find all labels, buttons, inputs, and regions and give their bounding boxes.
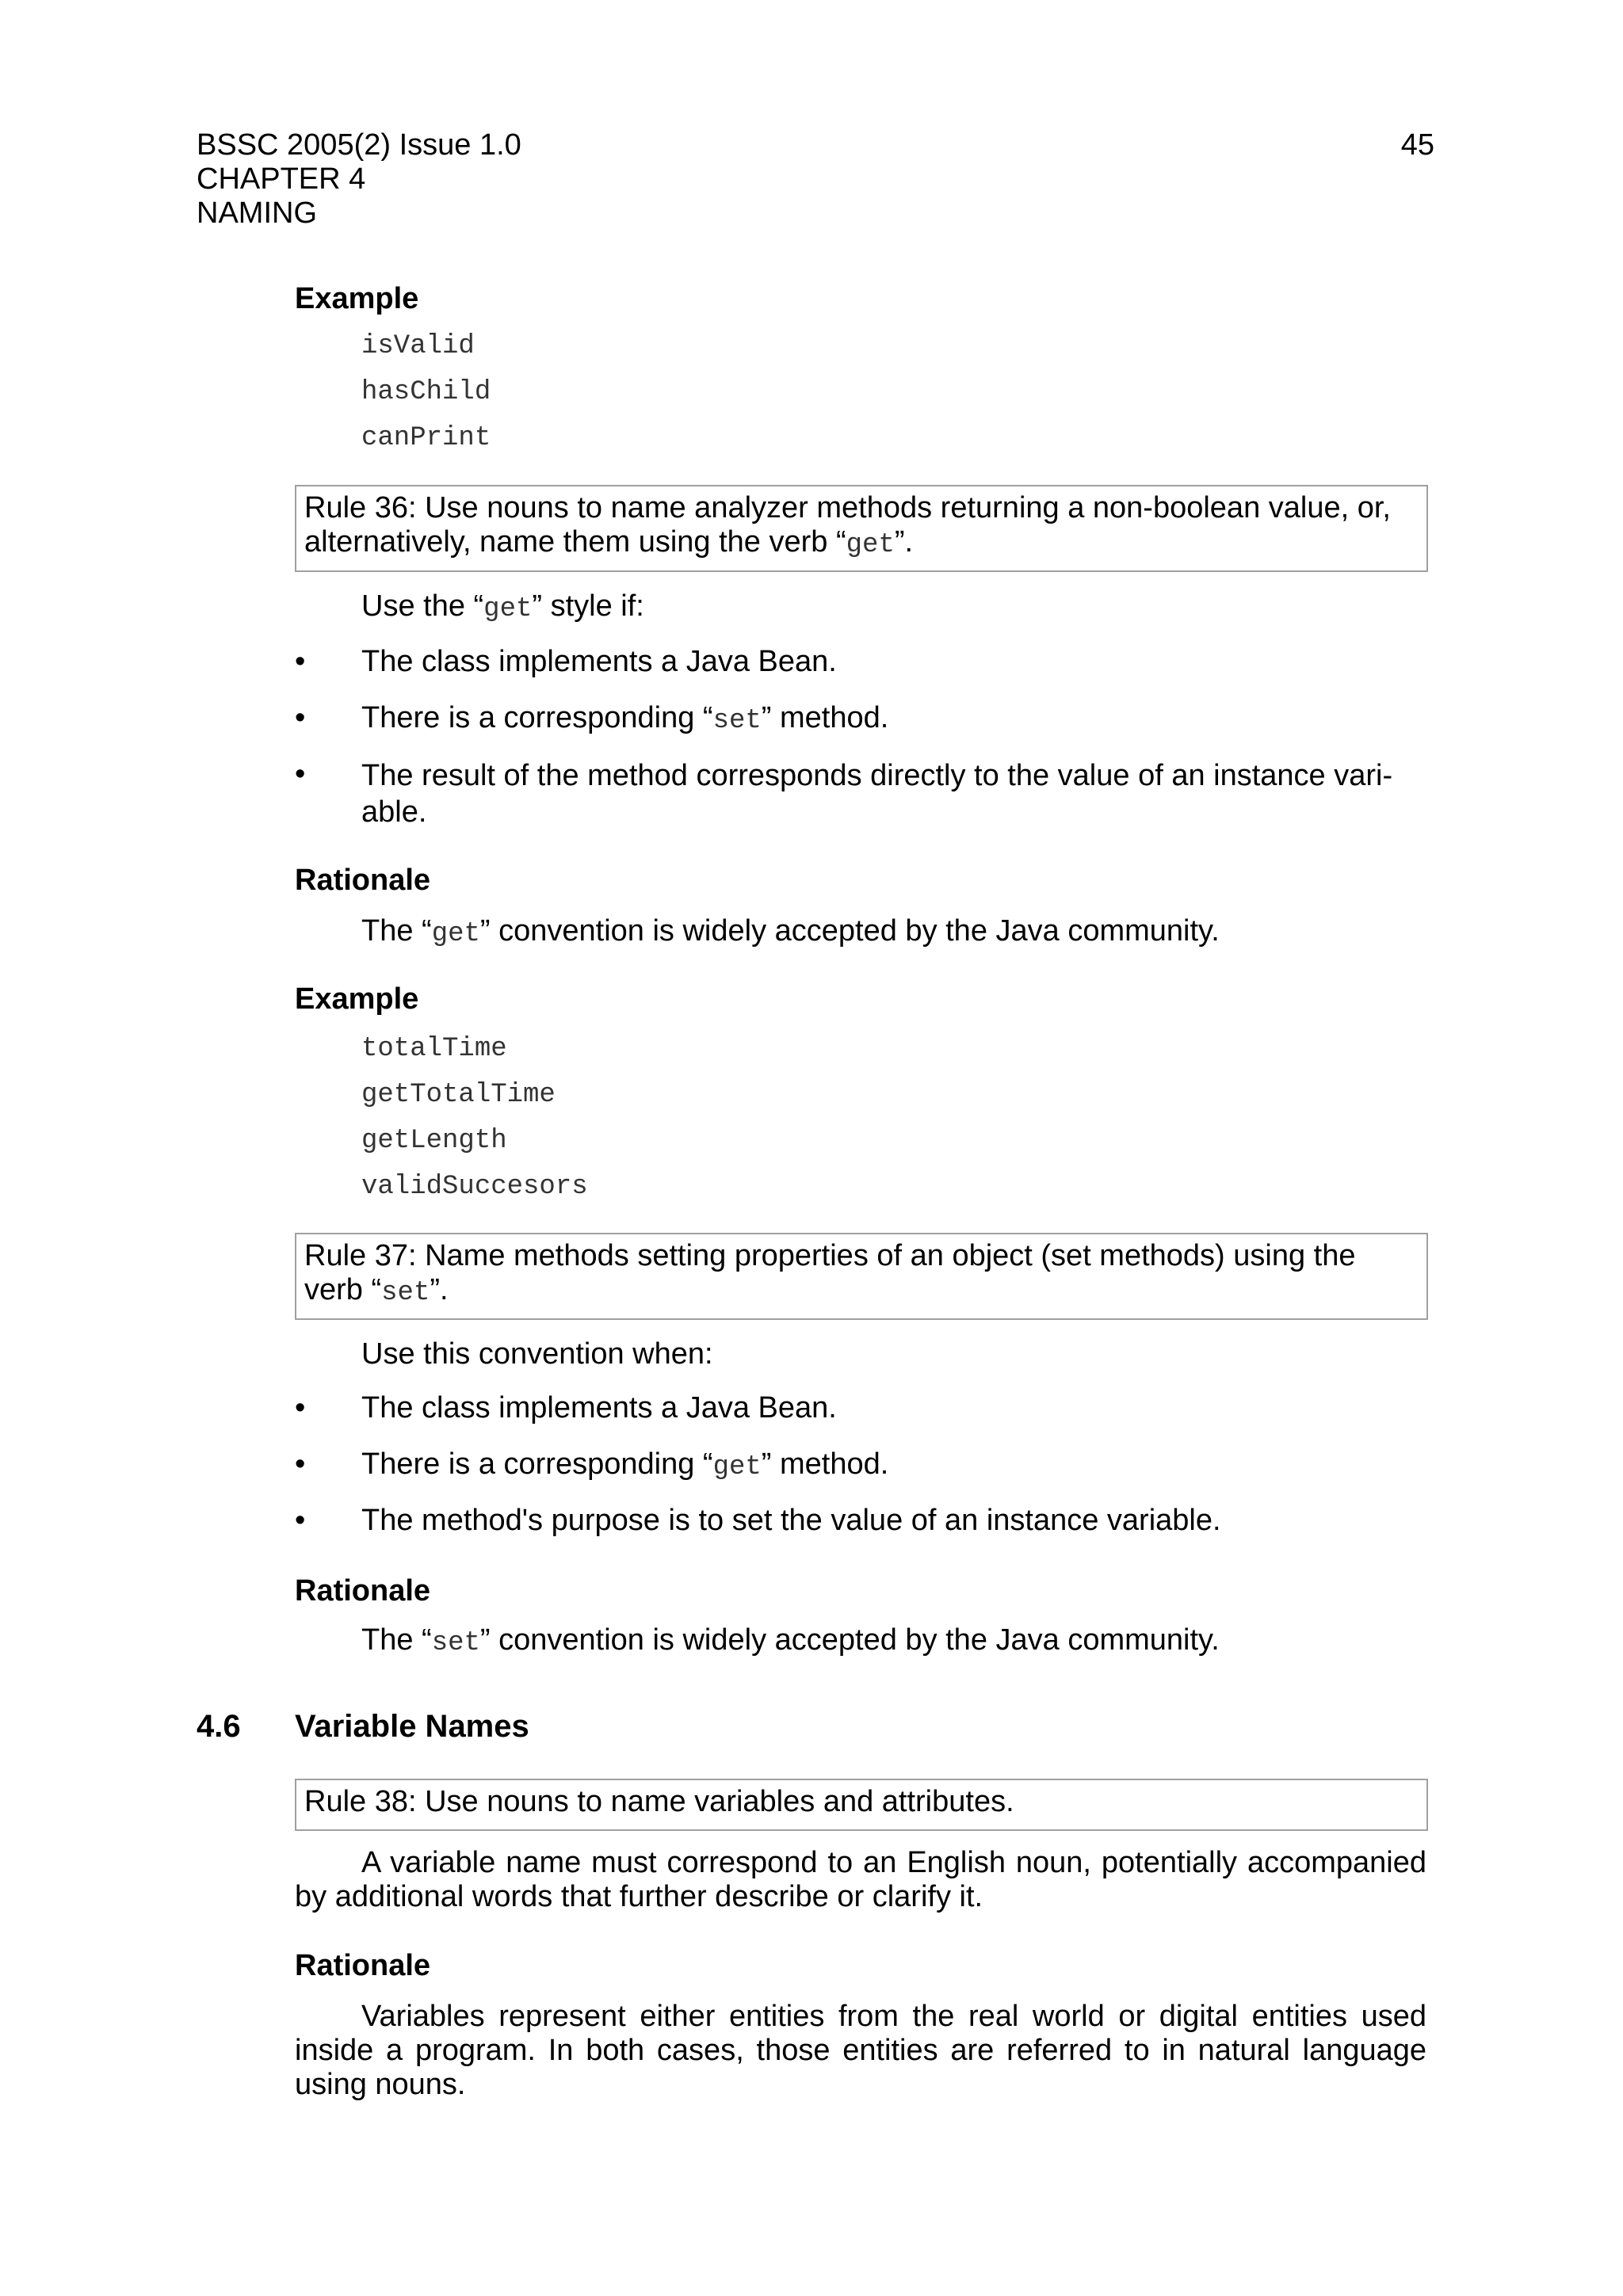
code-line: hasChild bbox=[361, 377, 491, 407]
bullet-item bbox=[361, 1447, 888, 1482]
rule-38-box bbox=[295, 1779, 1428, 1831]
rationale-code: set bbox=[431, 1628, 480, 1658]
header-document-id: BSSC 2005(2) Issue 1.0 bbox=[197, 128, 521, 162]
rule-37-intro: Use this convention when: bbox=[361, 1337, 713, 1371]
rule-37-box bbox=[295, 1233, 1428, 1320]
rule-code: set bbox=[381, 1278, 430, 1308]
rationale-text-start: The “ bbox=[361, 1623, 432, 1657]
bullet-item bbox=[361, 1391, 837, 1425]
rule-36-intro bbox=[361, 589, 644, 624]
bullet-item bbox=[361, 1504, 1221, 1538]
rationale-heading: Rationale bbox=[295, 1574, 431, 1608]
rule-text: Rule 37: Name methods setting properties of an object (set methods) using the verb “ bbox=[304, 1239, 1356, 1306]
bullet-text-end: ” method. bbox=[761, 1447, 889, 1481]
header-chapter-title: NAMING bbox=[197, 196, 317, 230]
code-line: getLength bbox=[361, 1126, 507, 1156]
section-number: 4.6 bbox=[197, 1709, 241, 1744]
rule-text-end: ”. bbox=[430, 1273, 449, 1306]
rule-36-box bbox=[295, 485, 1428, 572]
rule-text: Rule 38: Use nouns to name variables and attributes. bbox=[304, 1785, 1014, 1818]
rationale-text-end: ” convention is widely accepted by the Java community. bbox=[479, 1623, 1220, 1657]
rule-text: Rule 36: Use nouns to name analyzer methods returning a non-boolean value, or, alternatively, name them using the verb “ bbox=[304, 491, 1391, 559]
bullet-marker: • bbox=[295, 701, 306, 734]
bullet-text-continued: able. bbox=[361, 795, 427, 829]
bullet-marker: • bbox=[295, 1391, 306, 1425]
bullet-text: There is a corresponding “ bbox=[361, 1447, 713, 1481]
bullet-code: get bbox=[712, 1452, 762, 1482]
rationale-heading: Rationale bbox=[295, 1949, 431, 1982]
bullet-item bbox=[361, 757, 1392, 830]
code-line: validSuccesors bbox=[361, 1172, 588, 1202]
bullet-marker: • bbox=[295, 1504, 306, 1537]
bullet-text: The class implements a Java Bean. bbox=[361, 1391, 837, 1425]
rule-38-body: A variable name must correspond to an English noun, potentially accompanied by additional words that further describe or clarify it. bbox=[295, 1846, 1426, 1913]
bullet-marker: • bbox=[295, 645, 306, 678]
code-line: isValid bbox=[361, 331, 475, 361]
page-number: 45 bbox=[1400, 128, 1434, 162]
bullet-text: The method's purpose is to set the value of an instance variable. bbox=[361, 1504, 1221, 1537]
example-heading: Example bbox=[295, 282, 419, 315]
bullet-item bbox=[361, 645, 837, 679]
code-line: canPrint bbox=[361, 423, 491, 453]
rationale-text-start: The “ bbox=[361, 914, 432, 948]
bullet-item bbox=[361, 701, 888, 736]
code-line: getTotalTime bbox=[361, 1080, 556, 1110]
intro-text-end: ” style if: bbox=[532, 589, 644, 623]
rationale-text bbox=[361, 1623, 1220, 1658]
bullet-code: set bbox=[712, 706, 762, 736]
rule-38-rationale: Variables represent either entities from the real world or digital entities used inside a program. In both cases, those entities are referred to in natural language using nouns. bbox=[295, 2000, 1426, 2101]
rule-code: get bbox=[846, 530, 895, 560]
rationale-heading: Rationale bbox=[295, 864, 431, 897]
running-header bbox=[197, 128, 521, 231]
bullet-marker: • bbox=[295, 757, 306, 791]
rationale-code: get bbox=[431, 919, 480, 949]
section-title: Variable Names bbox=[295, 1709, 529, 1744]
intro-code: get bbox=[483, 594, 533, 624]
rationale-text-end: ” convention is widely accepted by the Java community. bbox=[479, 914, 1220, 948]
intro-text: Use the “ bbox=[361, 589, 484, 623]
example-heading: Example bbox=[295, 982, 419, 1016]
bullet-text: There is a corresponding “ bbox=[361, 701, 713, 734]
bullet-text-end: ” method. bbox=[761, 701, 889, 734]
rule-text-end: ”. bbox=[894, 525, 914, 559]
code-line: totalTime bbox=[361, 1034, 507, 1064]
header-chapter: CHAPTER 4 bbox=[197, 162, 366, 196]
bullet-text: The result of the method corresponds directly to the value of an instance vari- bbox=[361, 759, 1393, 792]
bullet-text: The class implements a Java Bean. bbox=[361, 645, 837, 678]
bullet-marker: • bbox=[295, 1447, 306, 1481]
rationale-text bbox=[361, 914, 1220, 949]
